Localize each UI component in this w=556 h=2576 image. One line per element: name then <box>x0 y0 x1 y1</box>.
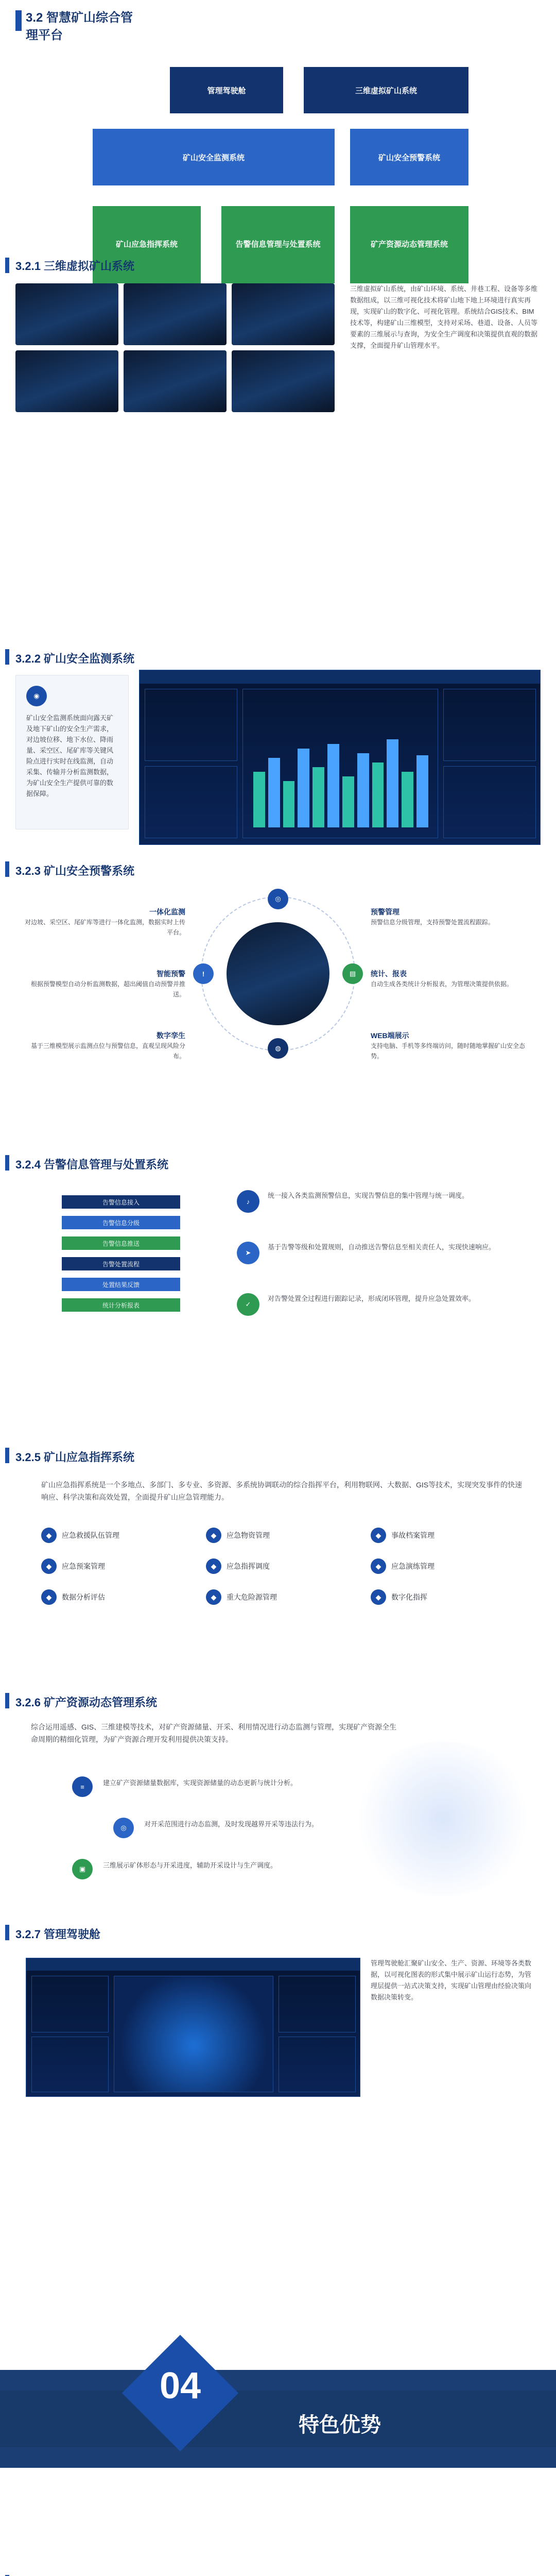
warning-feature-left <box>21 1030 185 1061</box>
bar <box>253 772 265 827</box>
command-icon: ◆ <box>206 1558 221 1574</box>
monitoring-dashboard <box>139 670 541 845</box>
section-title: 3.2.7 管理驾驶舱 <box>15 1928 101 1941</box>
database-icon: ≡ <box>72 1776 93 1797</box>
section-title: 3.2.6 矿产资源动态管理系统 <box>15 1696 158 1709</box>
feature-title: 智能预警 <box>157 970 185 978</box>
feature-label: 应急救援队伍管理 <box>62 1531 119 1539</box>
feature-label: 事故档案管理 <box>391 1531 435 1539</box>
bar <box>283 781 295 827</box>
module-cockpit[interactable]: 管理驾驶舱 <box>170 67 283 113</box>
feature-title: 统计、报表 <box>371 970 407 978</box>
bar <box>357 753 369 827</box>
feature-title: 一体化监测 <box>149 908 185 916</box>
module-safety-monitoring[interactable]: 矿山安全监测系统 <box>93 129 335 185</box>
feature-label: 应急预案管理 <box>62 1562 105 1570</box>
module-alarm[interactable]: 告警信息管理与处置系统 <box>221 206 335 283</box>
dashboard-panel <box>31 2037 109 2092</box>
module-resource[interactable]: 矿产资源动态管理系统 <box>350 206 468 283</box>
mine-3d-image <box>124 283 227 345</box>
dashboard-panel <box>145 689 237 761</box>
drill-icon: ◆ <box>371 1558 386 1574</box>
section-text: 矿山应急指挥系统是一个多地点、多部门、多专业、多资源、多系统协调联动的综合指挥平台，利用物联网、大数据、GIS等技术，实现突发事件的快速响应、科学决策和高效处置，全面提升矿山应急管理能力。 <box>41 1481 523 1501</box>
chapter-title: 特色优势 <box>299 2414 381 2436</box>
feature-title: 数字孪生 <box>157 1031 185 1040</box>
bar <box>327 744 339 827</box>
box-icon: ◆ <box>206 1528 221 1543</box>
bar <box>268 758 280 827</box>
feature-text: 基于三维模型展示监测点位与预警信息，直观呈现风险分布。 <box>30 1042 185 1060</box>
emergency-feature <box>41 1587 185 1607</box>
dashboard-panel <box>443 766 536 838</box>
bar <box>387 739 398 827</box>
resource-text: 建立矿产资源储量数据库，实现资源储量的动态更新与统计分析。 <box>103 1779 298 1787</box>
module-safety-warning[interactable]: 矿山安全预警系统 <box>350 129 468 185</box>
section-bar <box>5 1448 9 1463</box>
warning-feature-left <box>21 969 185 999</box>
feature-label: 重大危险源管理 <box>227 1593 277 1601</box>
feature-title: 预警管理 <box>371 908 399 916</box>
bell-icon: ♪ <box>237 1190 259 1213</box>
feature-text: 对边坡、采空区、尾矿库等进行一体化监测，数据实时上传平台。 <box>24 919 185 936</box>
alarm-tag: 告警信息分级 <box>62 1216 180 1229</box>
folder-icon: ◆ <box>371 1528 386 1543</box>
feature-text: 支持电脑、手机等多终端访问，随时随地掌握矿山安全态势。 <box>371 1042 526 1060</box>
emergency-feature <box>371 1525 515 1546</box>
section-title: 3.2.3 矿山安全预警系统 <box>15 865 135 877</box>
cockpit-dashboard <box>26 1958 360 2097</box>
hazard-icon: ◆ <box>206 1589 221 1605</box>
section-text: 矿山安全监测系统面向露天矿及地下矿山的安全生产需求，对边坡位移、地下水位、降雨量、采空区、尾矿库等关键风险点进行实时在线监测，自动采集、传输并分析监测数据，为矿山安全生产提供可靠的数据保障。 <box>26 714 114 798</box>
dashboard-bars <box>253 735 428 827</box>
bar <box>312 767 324 827</box>
alarm-tag: 处置结果反馈 <box>62 1278 180 1291</box>
section-bar <box>5 1693 9 1708</box>
monitor-icon: ◎ <box>268 889 288 909</box>
analytics-icon: ◆ <box>41 1589 57 1605</box>
emergency-feature <box>206 1525 350 1546</box>
module-emergency[interactable]: 矿山应急指挥系统 <box>93 206 201 283</box>
mine-3d-image <box>232 283 335 345</box>
check-icon: ✓ <box>237 1293 259 1316</box>
emergency-feature <box>206 1587 350 1607</box>
bar <box>298 749 309 827</box>
section-title: 3.2.4 告警信息管理与处置系统 <box>15 1158 169 1171</box>
warning-feature-right <box>371 1030 535 1061</box>
mine-3d-image <box>124 350 227 412</box>
dashboard-header <box>140 670 540 684</box>
bar <box>416 755 428 827</box>
dashboard-map <box>114 1976 273 2092</box>
plan-icon: ◆ <box>41 1558 57 1574</box>
emergency-feature <box>371 1587 515 1607</box>
section-title: 3.2 智慧矿山综合管理平台 <box>26 11 133 42</box>
chapter-band-inner <box>0 2391 556 2447</box>
alarm-tag: 统计分析报表 <box>62 1298 180 1312</box>
feature-label: 应急演练管理 <box>391 1562 435 1570</box>
mine-3d-image <box>232 350 335 412</box>
cube-icon: ▣ <box>72 1859 93 1879</box>
dashboard-header <box>26 1958 360 1971</box>
dashboard-chart-panel <box>242 689 438 838</box>
alarm-text: 统一接入各类监测预警信息，实现告警信息的集中管理与统一调度。 <box>268 1192 469 1199</box>
section-bar <box>5 649 9 665</box>
warning-feature-right <box>371 907 535 927</box>
team-icon: ◆ <box>41 1528 57 1543</box>
emergency-feature <box>41 1525 185 1546</box>
send-icon: ➤ <box>237 1242 259 1264</box>
section-title: 3.2.1 三维虚拟矿山系统 <box>15 260 135 273</box>
feature-label: 数字化指挥 <box>391 1593 427 1601</box>
emergency-feature <box>41 1556 185 1577</box>
feature-text: 预警信息分级管理，支持预警处置流程跟踪。 <box>371 919 495 926</box>
section-bar <box>5 861 9 877</box>
alarm-text: 对告警处置全过程进行跟踪记录，形成闭环管理，提升应急处置效率。 <box>268 1295 476 1302</box>
web-icon: ◍ <box>268 1038 288 1059</box>
chapter-number: 04 <box>159 2365 201 2406</box>
dashboard-panel <box>443 689 536 761</box>
emergency-feature <box>206 1556 350 1577</box>
warning-center-image <box>227 922 329 1025</box>
bar <box>372 762 384 827</box>
bar <box>402 772 413 827</box>
feature-label: 应急物资管理 <box>227 1531 270 1539</box>
module-3d-mine[interactable]: 三维虚拟矿山系统 <box>304 67 468 113</box>
section-bar <box>5 1155 9 1171</box>
section-title: 3.2.5 矿山应急指挥系统 <box>15 1451 135 1464</box>
chart-icon: ▤ <box>342 963 363 984</box>
monitor-icon: ◉ <box>26 686 47 706</box>
alarm-tag: 告警信息推送 <box>62 1236 180 1250</box>
chapter-banner <box>0 2262 556 2483</box>
dashboard-panel <box>31 1976 109 2032</box>
section-bar <box>5 258 9 273</box>
section-text: 管理驾驶舱汇聚矿山安全、生产、资源、环境等各类数据，以可视化图表的形式集中展示矿山运行态势，为管理层提供一站式决策支持，实现矿山管理由经验决策向数据决策转变。 <box>371 1959 532 2001</box>
mine-3d-image <box>15 350 118 412</box>
alarm-tag: 告警信息接入 <box>62 1195 180 1209</box>
feature-label: 数据分析评估 <box>62 1593 105 1601</box>
digital-icon: ◆ <box>371 1589 386 1605</box>
section-bar <box>5 1925 9 1940</box>
resource-text: 三维展示矿体形态与开采进度，辅助开采设计与生产调度。 <box>103 1861 277 1869</box>
feature-label: 应急指挥调度 <box>227 1562 270 1570</box>
warning-feature-right <box>371 969 535 989</box>
section-text: 综合运用遥感、GIS、三维建模等技术，对矿产资源储量、开采、利用情况进行动态监测与管理，实现矿产资源全生命周期的精细化管理，为矿产资源合理开发利用提供决策支持。 <box>31 1723 397 1743</box>
resource-text: 对开采范围进行动态监测，及时发现越界开采等违法行为。 <box>144 1820 319 1828</box>
alarm-text: 基于告警等级和处置规则，自动推送告警信息至相关责任人，实现快速响应。 <box>268 1243 496 1251</box>
section-title: 3.2.2 矿山安全监测系统 <box>15 652 135 665</box>
feature-title: WEB端展示 <box>371 1031 409 1040</box>
satellite-icon: ◎ <box>113 1818 134 1838</box>
dashboard-panel <box>279 1976 356 2032</box>
emergency-feature <box>371 1556 515 1577</box>
alarm-tag: 告警处置流程 <box>62 1257 180 1270</box>
warning-feature-left <box>21 907 185 938</box>
feature-text: 根据预警模型自动分析监测数据，超出阈值自动预警并推送。 <box>30 980 185 998</box>
title-accent-bar <box>15 10 22 31</box>
resource-globe-decoration <box>350 1741 535 1896</box>
dashboard-panel <box>279 2037 356 2092</box>
mine-3d-image <box>15 283 118 345</box>
bar <box>342 776 354 827</box>
section-text: 三维虚拟矿山系统，由矿山环境、系统、井巷工程、设备等多维数据组成，以三维可视化技术将矿山地下地上环境进行真实再现，实现矿山的数字化、可视化管理。系统结合GIS技术、BIM技术等，构建矿山三维模型，支持对采场、巷道、设备、人员等要素的三维展示与查询，为安全生产调度和决策提供直观的数据支撑，全面提升矿山管理水平。 <box>350 285 538 349</box>
monitoring-intro-card <box>15 675 129 829</box>
feature-text: 自动生成各类统计分析报表，为管理决策提供依据。 <box>371 980 513 988</box>
alert-icon: ! <box>193 963 214 984</box>
dashboard-panel <box>145 766 237 838</box>
